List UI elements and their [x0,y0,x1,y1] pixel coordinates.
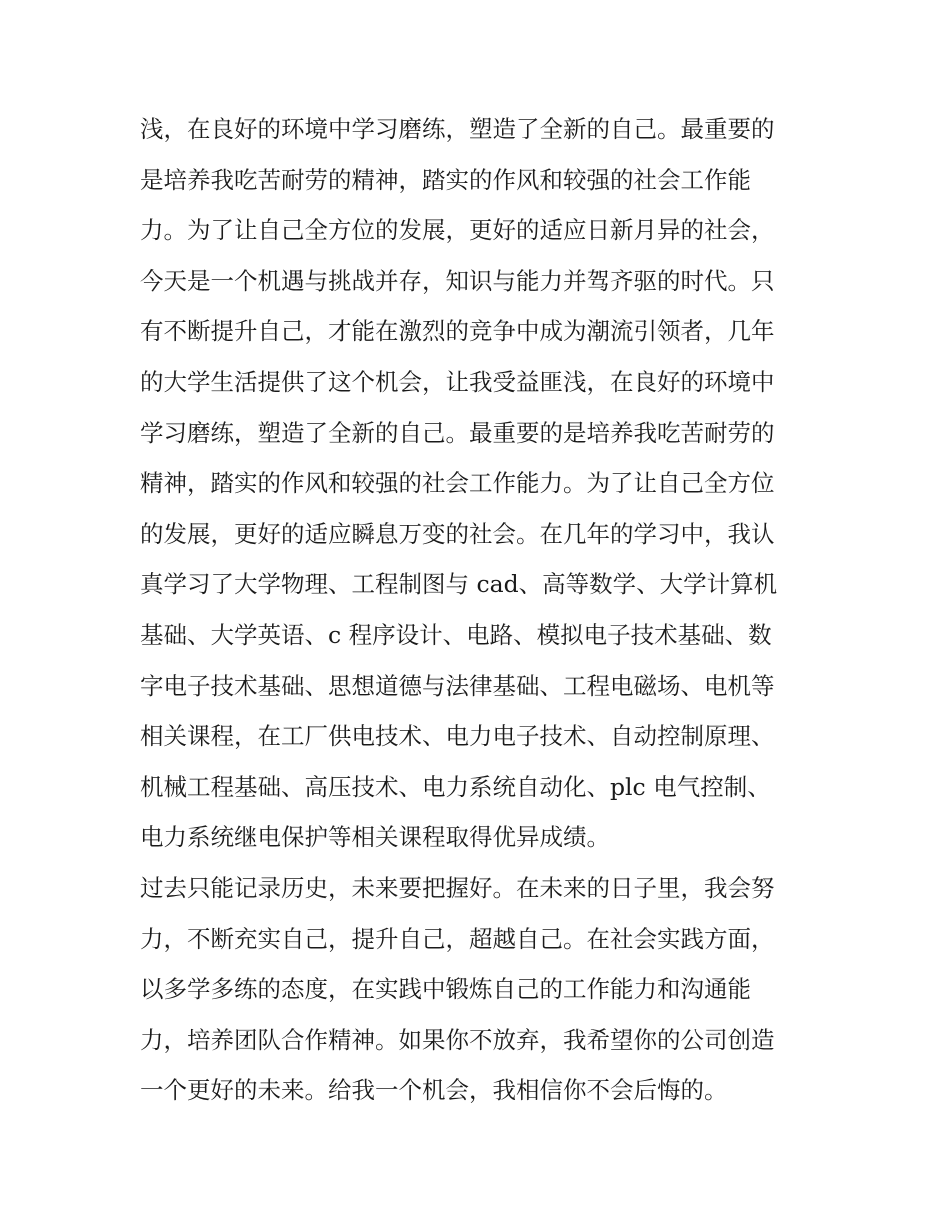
text-line: 的大学生活提供了这个机会，让我受益匪浅，在良好的环境中 [140,367,775,396]
text-line: 今天是一个机遇与挑战并存，知识与能力并驾齐驱的时代。只 [140,266,775,295]
text-line: 精神，踏实的作风和较强的社会工作能力。为了让自己全方位 [140,469,775,498]
text-line: 一个更好的未来。给我一个机会，我相信你不会后悔的。 [140,1076,728,1105]
text-line: 以多学多练的态度，在实践中锻炼自己的工作能力和沟通能 [140,975,751,1004]
text-line: 过去只能记录历史，未来要把握好。在未来的日子里，我会努 [140,873,775,902]
paragraph-1 [140,104,820,863]
text-line: 浅，在良好的环境中学习磨练，塑造了全新的自己。最重要的 [140,115,775,143]
text-line: 力。为了让自己全方位的发展，更好的适应日新月异的社会， [140,216,775,245]
text-line: 力，培养团队合作精神。如果你不放弃，我希望你的公司创造 [140,1025,775,1054]
text-line: 机械工程基础、高压技术、电力系统自动化、plc 电气控制、 [140,772,771,801]
text-line: 是培养我吃苦耐劳的精神，踏实的作风和较强的社会工作能 [140,165,751,194]
text-line: 相关课程，在工厂供电技术、电力电子技术、自动控制原理、 [140,722,775,751]
text-line: 有不断提升自己，才能在激烈的竞争中成为潮流引领者，几年 [140,317,775,346]
text-line: 字电子技术基础、思想道德与法律基础、工程电磁场、电机等 [140,671,775,700]
text-line: 力，不断充实自己，提升自己，超越自己。在社会实践方面， [140,924,775,953]
text-line: 真学习了大学物理、工程制图与 cad、高等数学、大学计算机 [140,570,778,599]
document-body [140,104,820,1116]
text-line: 学习磨练，塑造了全新的自己。最重要的是培养我吃苦耐劳的 [140,418,775,447]
paragraph-2 [140,863,820,1116]
text-line: 基础、大学英语、c 程序设计、电路、模拟电子技术基础、数 [140,620,772,649]
text-line: 的发展，更好的适应瞬息万变的社会。在几年的学习中，我认 [140,519,775,548]
text-line: 电力系统继电保护等相关课程取得优异成绩。 [140,823,610,852]
